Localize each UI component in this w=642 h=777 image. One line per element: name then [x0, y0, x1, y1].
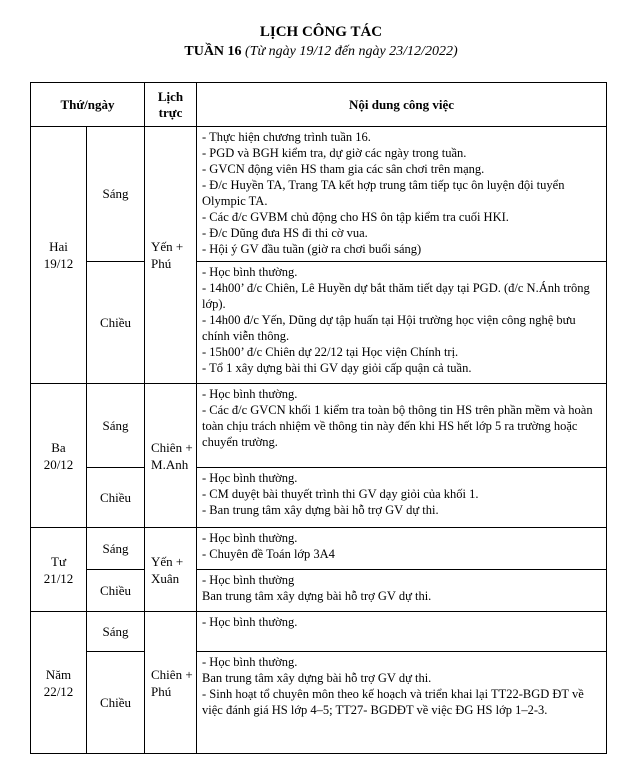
task-line: - Các đ/c GVCN khối 1 kiểm tra toàn bộ thông tin HS trên phần mềm và hoàn toàn chịu trách nhiệm về thông tin này đến khi HS hết lớp 5 ra trường hoặc chuyển trường. — [202, 403, 593, 449]
day-name: Tư — [51, 553, 66, 569]
content-cell — [197, 652, 607, 754]
task-line: - Học bình thường — [202, 573, 295, 587]
duty-cell: Yến + Xuân — [145, 528, 197, 612]
task-line: - CM duyệt bài thuyết trình thi GV dạy giỏi của khối 1. — [202, 487, 479, 501]
content-cell — [197, 468, 607, 528]
task-line: - Tổ 1 xây dựng bài thi GV dạy giỏi cấp quận cả tuần. — [202, 361, 472, 375]
duty-cell: Chiên + Phú — [145, 612, 197, 754]
schedule-table — [30, 82, 607, 754]
session-morning: Sáng — [87, 612, 145, 652]
day-date: 20/12 — [43, 456, 74, 472]
session-afternoon: Chiều — [87, 262, 145, 384]
task-line: - Chuyên đề Toán lớp 3A4 — [202, 547, 335, 561]
task-line: - 15h00’ đ/c Chiên dự 22/12 tại Học viện Chính trị. — [202, 345, 459, 359]
task-line: - Sinh hoạt tổ chuyên môn theo kế hoạch và triển khai lại TT22-BGD ĐT về việc đánh giá HS lớp 4–5; TT27- BGDĐT về việc ĐG HS lớp 1–2-3. — [202, 687, 584, 717]
week-label: TUẦN 16 — [184, 44, 242, 59]
task-line: - 14h00’ đ/c Chiên, Lê Huyền dự bắt thăm tiết dạy tại PGD. (đ/c N.Ánh trông lớp). — [202, 281, 590, 311]
session-afternoon: Chiều — [87, 652, 145, 754]
task-line: - Học bình thường. — [202, 471, 298, 485]
task-line: - Học bình thường. — [202, 265, 298, 279]
day-cell-tue — [31, 384, 87, 528]
content-cell — [197, 127, 607, 262]
task-line: - 14h00 đ/c Yến, Dũng dự tập huấn tại Hội trường học viện công nghệ bưu chính viễn thông. — [202, 313, 576, 343]
day-name: Hai — [49, 239, 68, 254]
day-date: 22/12 — [43, 683, 74, 699]
task-line: Ban trung tâm xây dựng bài hỗ trợ GV dự thi. — [202, 589, 432, 603]
session-morning: Sáng — [87, 528, 145, 570]
day-cell-mon — [31, 127, 87, 384]
task-line: - Thực hiện chương trình tuần 16. — [202, 130, 371, 144]
session-morning: Sáng — [87, 384, 145, 468]
session-afternoon: Chiều — [87, 570, 145, 612]
task-line: - PGD và BGH kiểm tra, dự giờ các ngày trong tuần. — [202, 146, 467, 160]
content-cell — [197, 612, 607, 652]
task-line: - Học bình thường. — [202, 387, 298, 401]
day-cell-wed — [31, 528, 87, 612]
day-date: 19/12 — [43, 256, 74, 271]
task-line: - Học bình thường. — [202, 615, 298, 629]
content-cell — [197, 570, 607, 612]
page-title: LỊCH CÔNG TÁC — [259, 24, 383, 40]
header-day: Thứ/ngày — [31, 83, 145, 127]
day-name: Năm — [45, 666, 72, 682]
content-cell — [197, 528, 607, 570]
content-cell — [197, 384, 607, 468]
header-duty: Lịch trực — [145, 83, 197, 127]
session-morning: Sáng — [87, 127, 145, 262]
date-range: (Từ ngày 19/12 đến ngày 23/12/2022) — [245, 44, 458, 59]
task-line: - Học bình thường. — [202, 655, 298, 669]
day-cell-thu — [31, 612, 87, 754]
task-line: - Ban trung tâm xây dựng bài hỗ trợ GV dự thi. — [202, 503, 439, 517]
page-subtitle — [0, 44, 642, 60]
day-name: Ba — [51, 439, 66, 455]
content-cell — [197, 262, 607, 384]
task-line: - GVCN động viên HS tham gia các sân chơi trên mạng. — [202, 162, 485, 176]
task-line: Ban trung tâm xây dựng bài hỗ trợ GV dự thi. — [202, 671, 432, 685]
session-afternoon: Chiều — [87, 468, 145, 528]
header-content: Nội dung công việc — [197, 83, 607, 127]
task-line: - Đ/c Dũng đưa HS đi thi cờ vua. — [202, 226, 368, 240]
task-line: - Hội ý GV đầu tuần (giờ ra chơi buổi sáng) — [202, 242, 422, 256]
day-date: 21/12 — [43, 570, 74, 586]
duty-cell: Chiên + M.Anh — [145, 384, 197, 528]
duty-cell: Yến + Phú — [145, 127, 197, 384]
task-line: - Học bình thường. — [202, 531, 298, 545]
task-line: - Các đ/c GVBM chủ động cho HS ôn tập kiểm tra cuối HKI. — [202, 210, 509, 224]
task-line: - Đ/c Huyền TA, Trang TA kết hợp trung tâm tiếp tục ôn luyện đội tuyển Olympic TA. — [202, 178, 565, 208]
